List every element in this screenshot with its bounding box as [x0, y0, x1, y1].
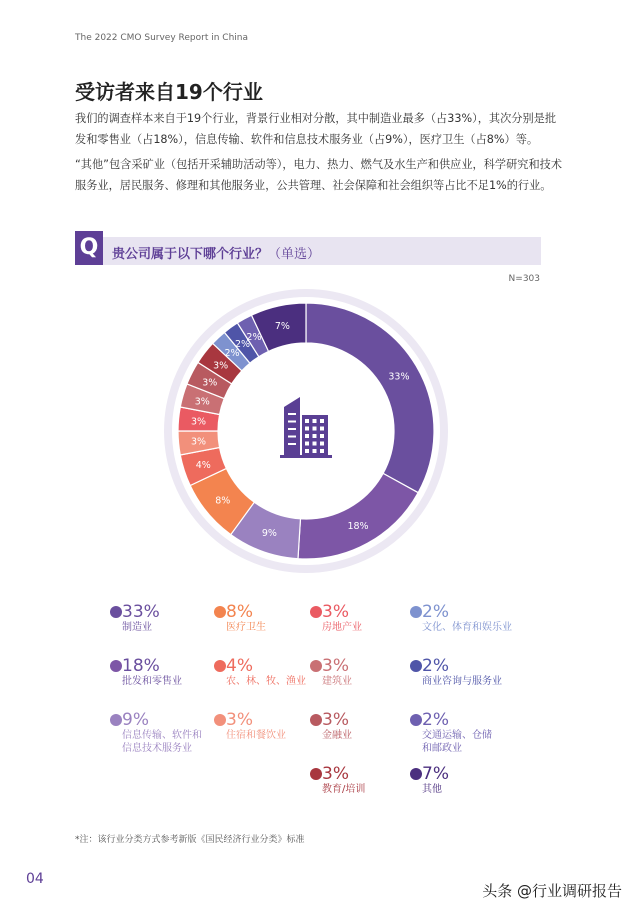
legend-label: 其他 [422, 784, 442, 795]
legend-percent: 2% [422, 602, 449, 622]
legend-dot [410, 714, 422, 726]
legend-dot [214, 606, 226, 618]
slice-label: 7% [274, 321, 290, 333]
slice-label: 3% [213, 360, 229, 372]
legend-label: 建筑业 [322, 676, 352, 687]
slice-label: 2% [234, 339, 251, 351]
legend-percent: 3% [322, 602, 349, 622]
slice-label: 3% [202, 377, 218, 389]
legend-dot [410, 768, 422, 780]
legend-label: 房地产业 [322, 622, 362, 633]
legend-label: 教育/培训 [322, 784, 366, 795]
legend-label: 商业咨询与服务业 [422, 676, 502, 687]
building-icon [280, 397, 332, 458]
report-header: The 2022 CMO Survey Report in China [75, 33, 248, 43]
slice-label: 2% [224, 347, 240, 359]
page-title: 受访者来自19个行业 [75, 80, 263, 104]
legend-dot [214, 714, 226, 726]
legend-percent: 2% [422, 656, 449, 676]
others-paragraph: “其他”包含采矿业（包括开采辅助活动等），电力、热力、燃气及水生产和供应业，科学研究和技术服务业，居民服务、修理和其他服务业，公共管理、社会保障和社会组织等占比不足1%的行业。 [75, 158, 563, 192]
slice-label: 4% [195, 459, 211, 471]
slice-label: 33% [388, 371, 410, 383]
legend-percent: 4% [226, 656, 253, 676]
legend-percent: 2% [422, 710, 449, 730]
legend-label: 制造业 [122, 622, 152, 633]
slice-label: 3% [190, 416, 207, 428]
legend-dot [310, 768, 322, 780]
legend-percent: 33% [122, 602, 160, 622]
slice-label: 9% [261, 528, 277, 540]
legend-dot [310, 660, 322, 672]
footnote: *注：该行业分类方式参考新版《国民经济行业分类》标准 [75, 835, 305, 845]
watermark: 头条 @行业调研报告 [482, 882, 622, 900]
legend-percent: 3% [322, 764, 349, 784]
legend-label: 批发和零售业 [122, 676, 182, 687]
question-badge: Q [75, 231, 103, 265]
legend-dot [310, 714, 322, 726]
legend-percent: 3% [226, 710, 253, 730]
legend-percent: 7% [422, 764, 449, 784]
legend-dot [110, 714, 122, 726]
slice-label: 2% [246, 331, 262, 343]
legend-dot [410, 660, 422, 672]
slice-label: 8% [215, 495, 231, 507]
legend-label: 农、林、牧、渔业 [226, 676, 306, 687]
legend-dot [410, 606, 422, 618]
legend-label: 交通运输、仓储和邮政业 [422, 730, 492, 754]
sample-size: N=303 [508, 274, 540, 284]
donut-slice [298, 473, 418, 559]
page-number: 04 [26, 871, 44, 887]
legend-percent: 3% [322, 710, 349, 730]
legend-dot [214, 660, 226, 672]
legend-percent: 8% [226, 602, 253, 622]
legend-label: 信息传输、软件和信息技术服务业 [122, 730, 202, 754]
legend-dot [110, 660, 122, 672]
slice-label: 3% [194, 396, 210, 408]
legend-dot [310, 606, 322, 618]
donut-slice [306, 303, 434, 493]
legend-dot [110, 606, 122, 618]
legend-percent: 3% [322, 656, 349, 676]
legend-label: 文化、体育和娱乐业 [422, 622, 512, 633]
intro-paragraph: 我们的调查样本来自于19个行业，背景行业相对分散，其中制造业最多（占33%），其次分别是批发和零售业（占18%），信息传输、软件和信息技术服务业（占9%），医疗卫生（占8%）等。 [75, 112, 557, 146]
legend-label: 住宿和餐饮业 [226, 730, 286, 741]
slice-label: 3% [190, 436, 207, 448]
question-note: （单选） [268, 247, 321, 262]
slice-label: 18% [347, 521, 369, 533]
legend-percent: 18% [122, 656, 160, 676]
legend-label: 医疗卫生 [226, 622, 266, 633]
legend-percent: 9% [122, 710, 149, 730]
legend-label: 金融业 [322, 730, 352, 741]
question-label: 贵公司属于以下哪个行业？ [112, 247, 269, 262]
